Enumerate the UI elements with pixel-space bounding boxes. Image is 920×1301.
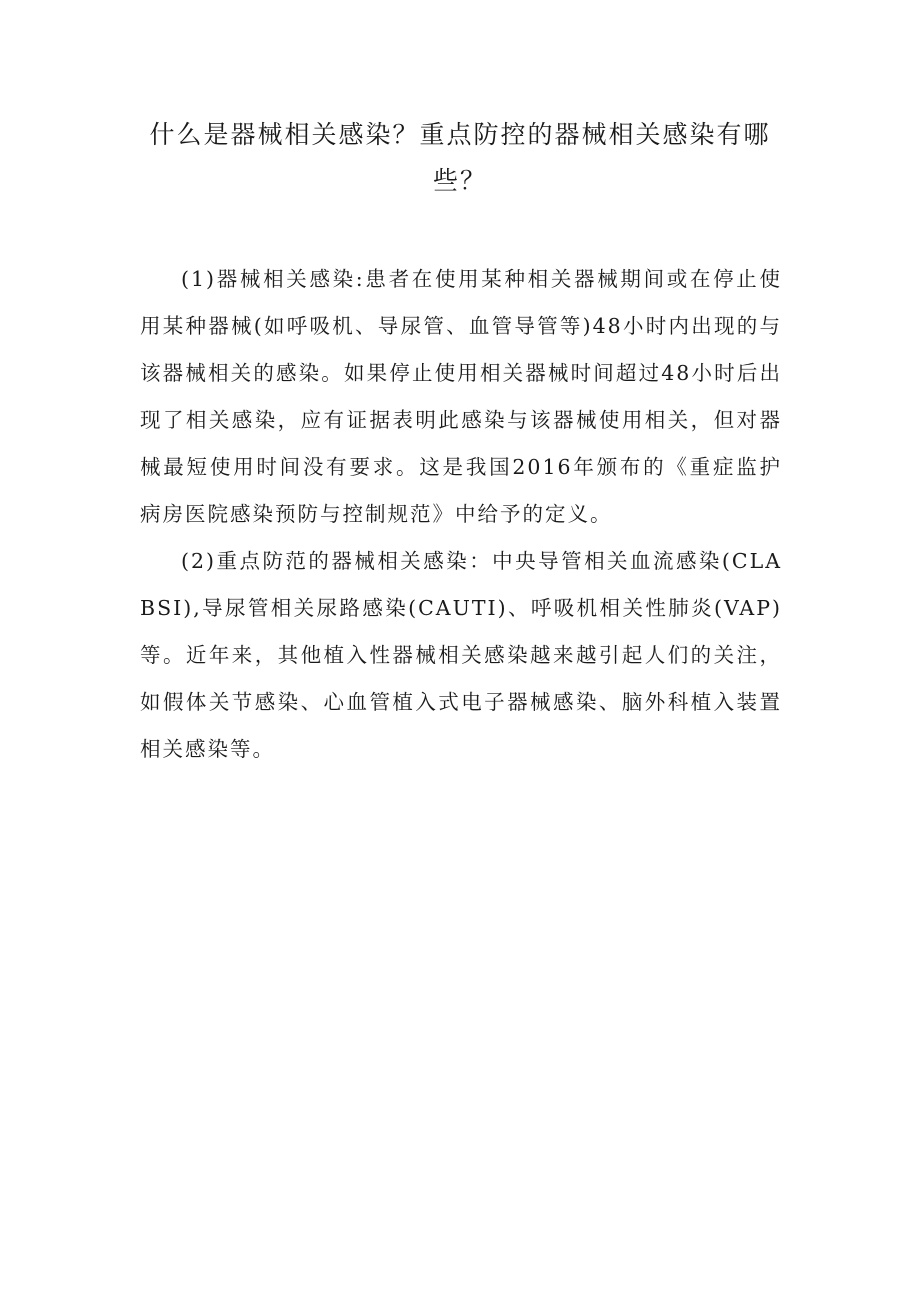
paragraph-key-infections: (2)重点防范的器械相关感染：中央导管相关血流感染(CLABSI),导尿管相关尿路感染(CAUTI)、呼吸机相关性肺炎(VAP)等。近年来，其他植入性器械相关感染越来越引起人们的关注，如假体关节感染、心血管植入式电子器械感染、脑外科植入装置相关感染等。 (140, 549, 782, 761)
document-body (140, 256, 782, 773)
document-title: 什么是器械相关感染？重点防控的器械相关感染有哪些？ (149, 120, 771, 195)
paragraph-definition: (1)器械相关感染:患者在使用某种相关器械期间或在停止使用某种器械(如呼吸机、导尿管、血管导管等)48小时内出现的与该器械相关的感染。如果停止使用相关器械时间超过48小时后出现了相关感染，应有证据表明此感染与该器械使用相关，但对器械最短使用时间没有要求。这是我国2016年颁布的《重症监护病房医院感染预防与控制规范》中给予的定义。 (140, 267, 782, 526)
